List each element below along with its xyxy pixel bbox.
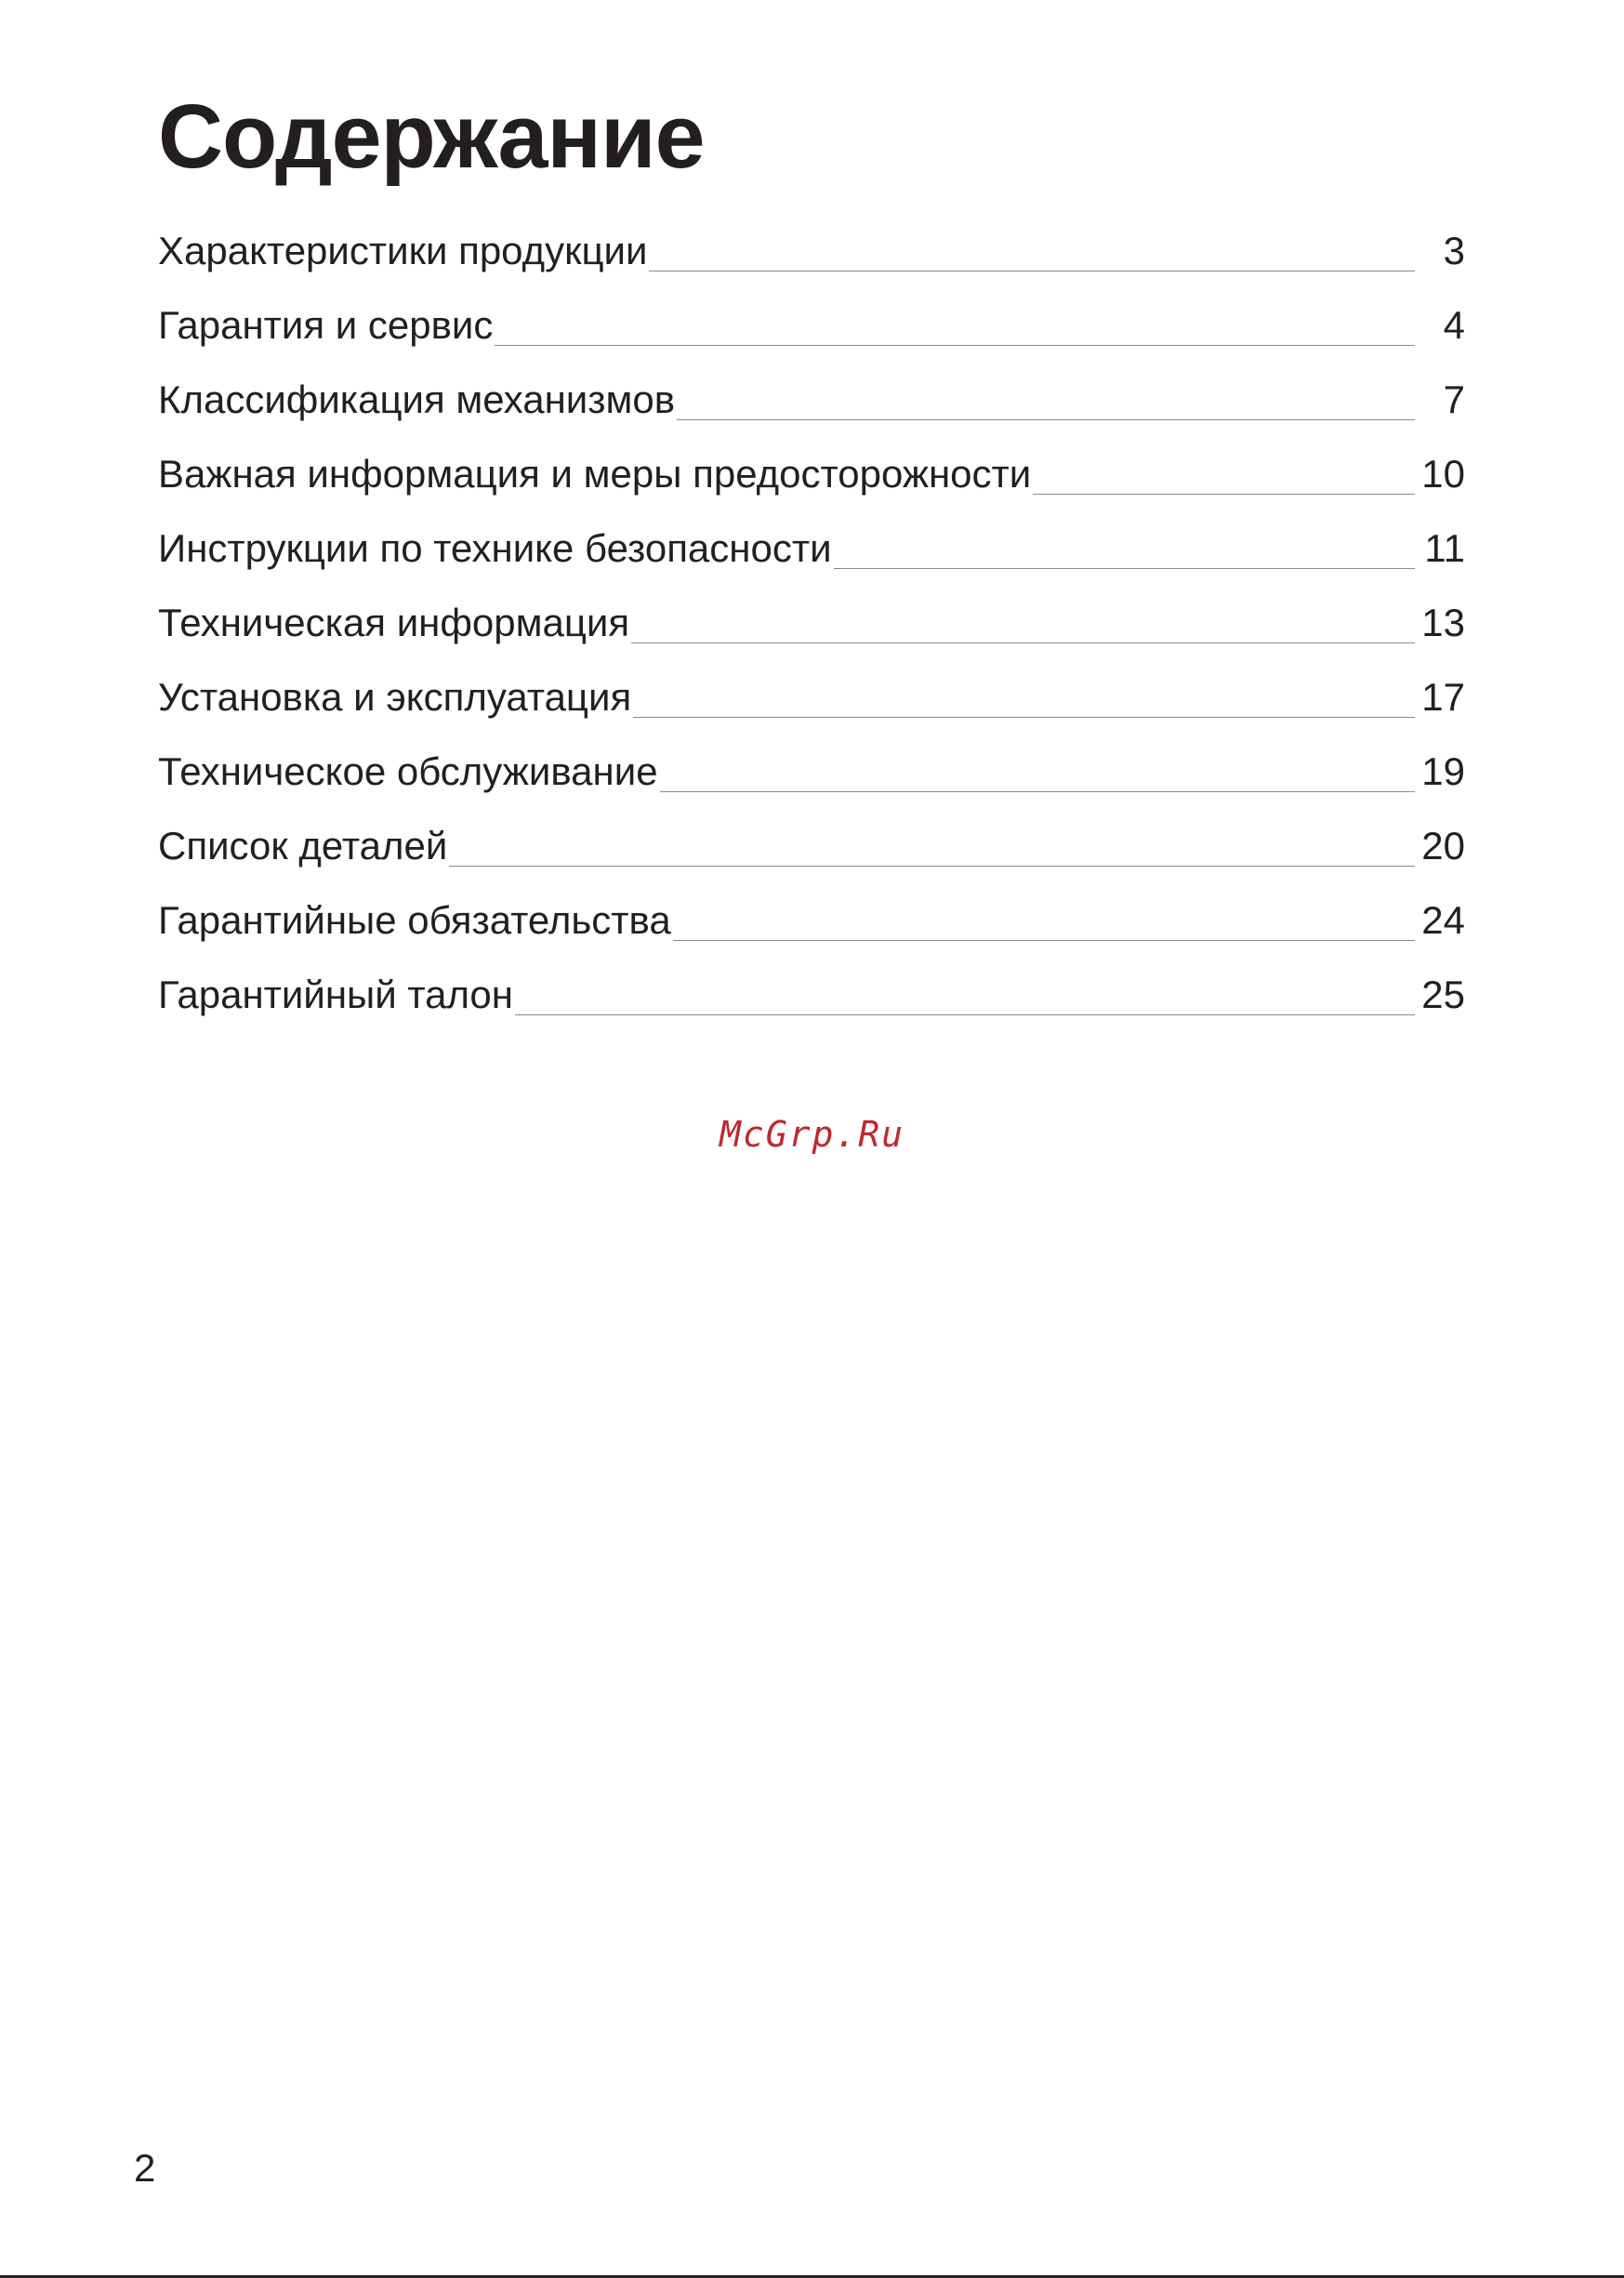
toc-entry[interactable] bbox=[158, 744, 1465, 818]
toc-entry[interactable] bbox=[158, 298, 1465, 372]
toc-leader-line bbox=[1033, 494, 1415, 495]
toc-entry-label: Важная информация и меры предосторожности bbox=[158, 452, 1032, 496]
toc-entry-page: 10 bbox=[1421, 452, 1465, 496]
toc-leader-line bbox=[515, 1014, 1415, 1015]
toc-entry-page: 17 bbox=[1421, 675, 1465, 719]
toc-entry-page: 25 bbox=[1421, 973, 1465, 1016]
toc-leader-line bbox=[673, 940, 1415, 941]
toc-entry[interactable] bbox=[158, 595, 1465, 669]
table-of-contents bbox=[158, 223, 1465, 1041]
toc-leader-line bbox=[834, 568, 1415, 569]
toc-entry-label: Гарантия и сервис bbox=[158, 303, 494, 347]
toc-entry[interactable] bbox=[158, 446, 1465, 521]
toc-entry-label: Гарантийный талон bbox=[158, 973, 513, 1016]
toc-entry[interactable] bbox=[158, 223, 1465, 298]
toc-entry-label: Техническое обслуживание bbox=[158, 749, 658, 793]
toc-entry-page: 11 bbox=[1424, 526, 1465, 570]
toc-entry-page: 24 bbox=[1421, 898, 1465, 942]
toc-entry-label: Техническая информация bbox=[158, 601, 630, 644]
toc-entry[interactable] bbox=[158, 893, 1465, 967]
toc-entry-page: 4 bbox=[1443, 303, 1465, 347]
toc-leader-line bbox=[633, 717, 1415, 718]
toc-leader-line bbox=[677, 419, 1415, 420]
toc-entry-page: 20 bbox=[1421, 824, 1465, 867]
toc-entry-page: 7 bbox=[1443, 377, 1465, 421]
toc-entry[interactable] bbox=[158, 818, 1465, 893]
toc-entry[interactable] bbox=[158, 372, 1465, 446]
toc-entry[interactable] bbox=[158, 521, 1465, 595]
toc-entry-label: Характеристики продукции bbox=[158, 229, 648, 272]
page-number: 2 bbox=[134, 2146, 156, 2190]
toc-entry-label: Классификация механизмов bbox=[158, 377, 676, 421]
toc-entry[interactable] bbox=[158, 669, 1465, 744]
toc-leader-line bbox=[449, 866, 1415, 867]
toc-leader-line bbox=[495, 345, 1415, 346]
toc-entry[interactable] bbox=[158, 967, 1465, 1041]
toc-entry-label: Список деталей bbox=[158, 824, 448, 867]
watermark-link[interactable]: McGrp.Ru bbox=[719, 1114, 905, 1155]
toc-leader-line bbox=[660, 791, 1415, 792]
page-title: Содержание bbox=[158, 86, 705, 187]
toc-entry-label: Инструкции по технике безопасности bbox=[158, 526, 832, 570]
toc-entry-page: 19 bbox=[1421, 749, 1465, 793]
toc-leader-line bbox=[649, 271, 1415, 272]
toc-entry-page: 3 bbox=[1443, 229, 1465, 272]
toc-leader-line bbox=[631, 642, 1415, 643]
toc-entry-page: 13 bbox=[1421, 601, 1465, 644]
toc-entry-label: Гарантийные обязательства bbox=[158, 898, 671, 942]
toc-entry-label: Установка и эксплуатация bbox=[158, 675, 632, 719]
